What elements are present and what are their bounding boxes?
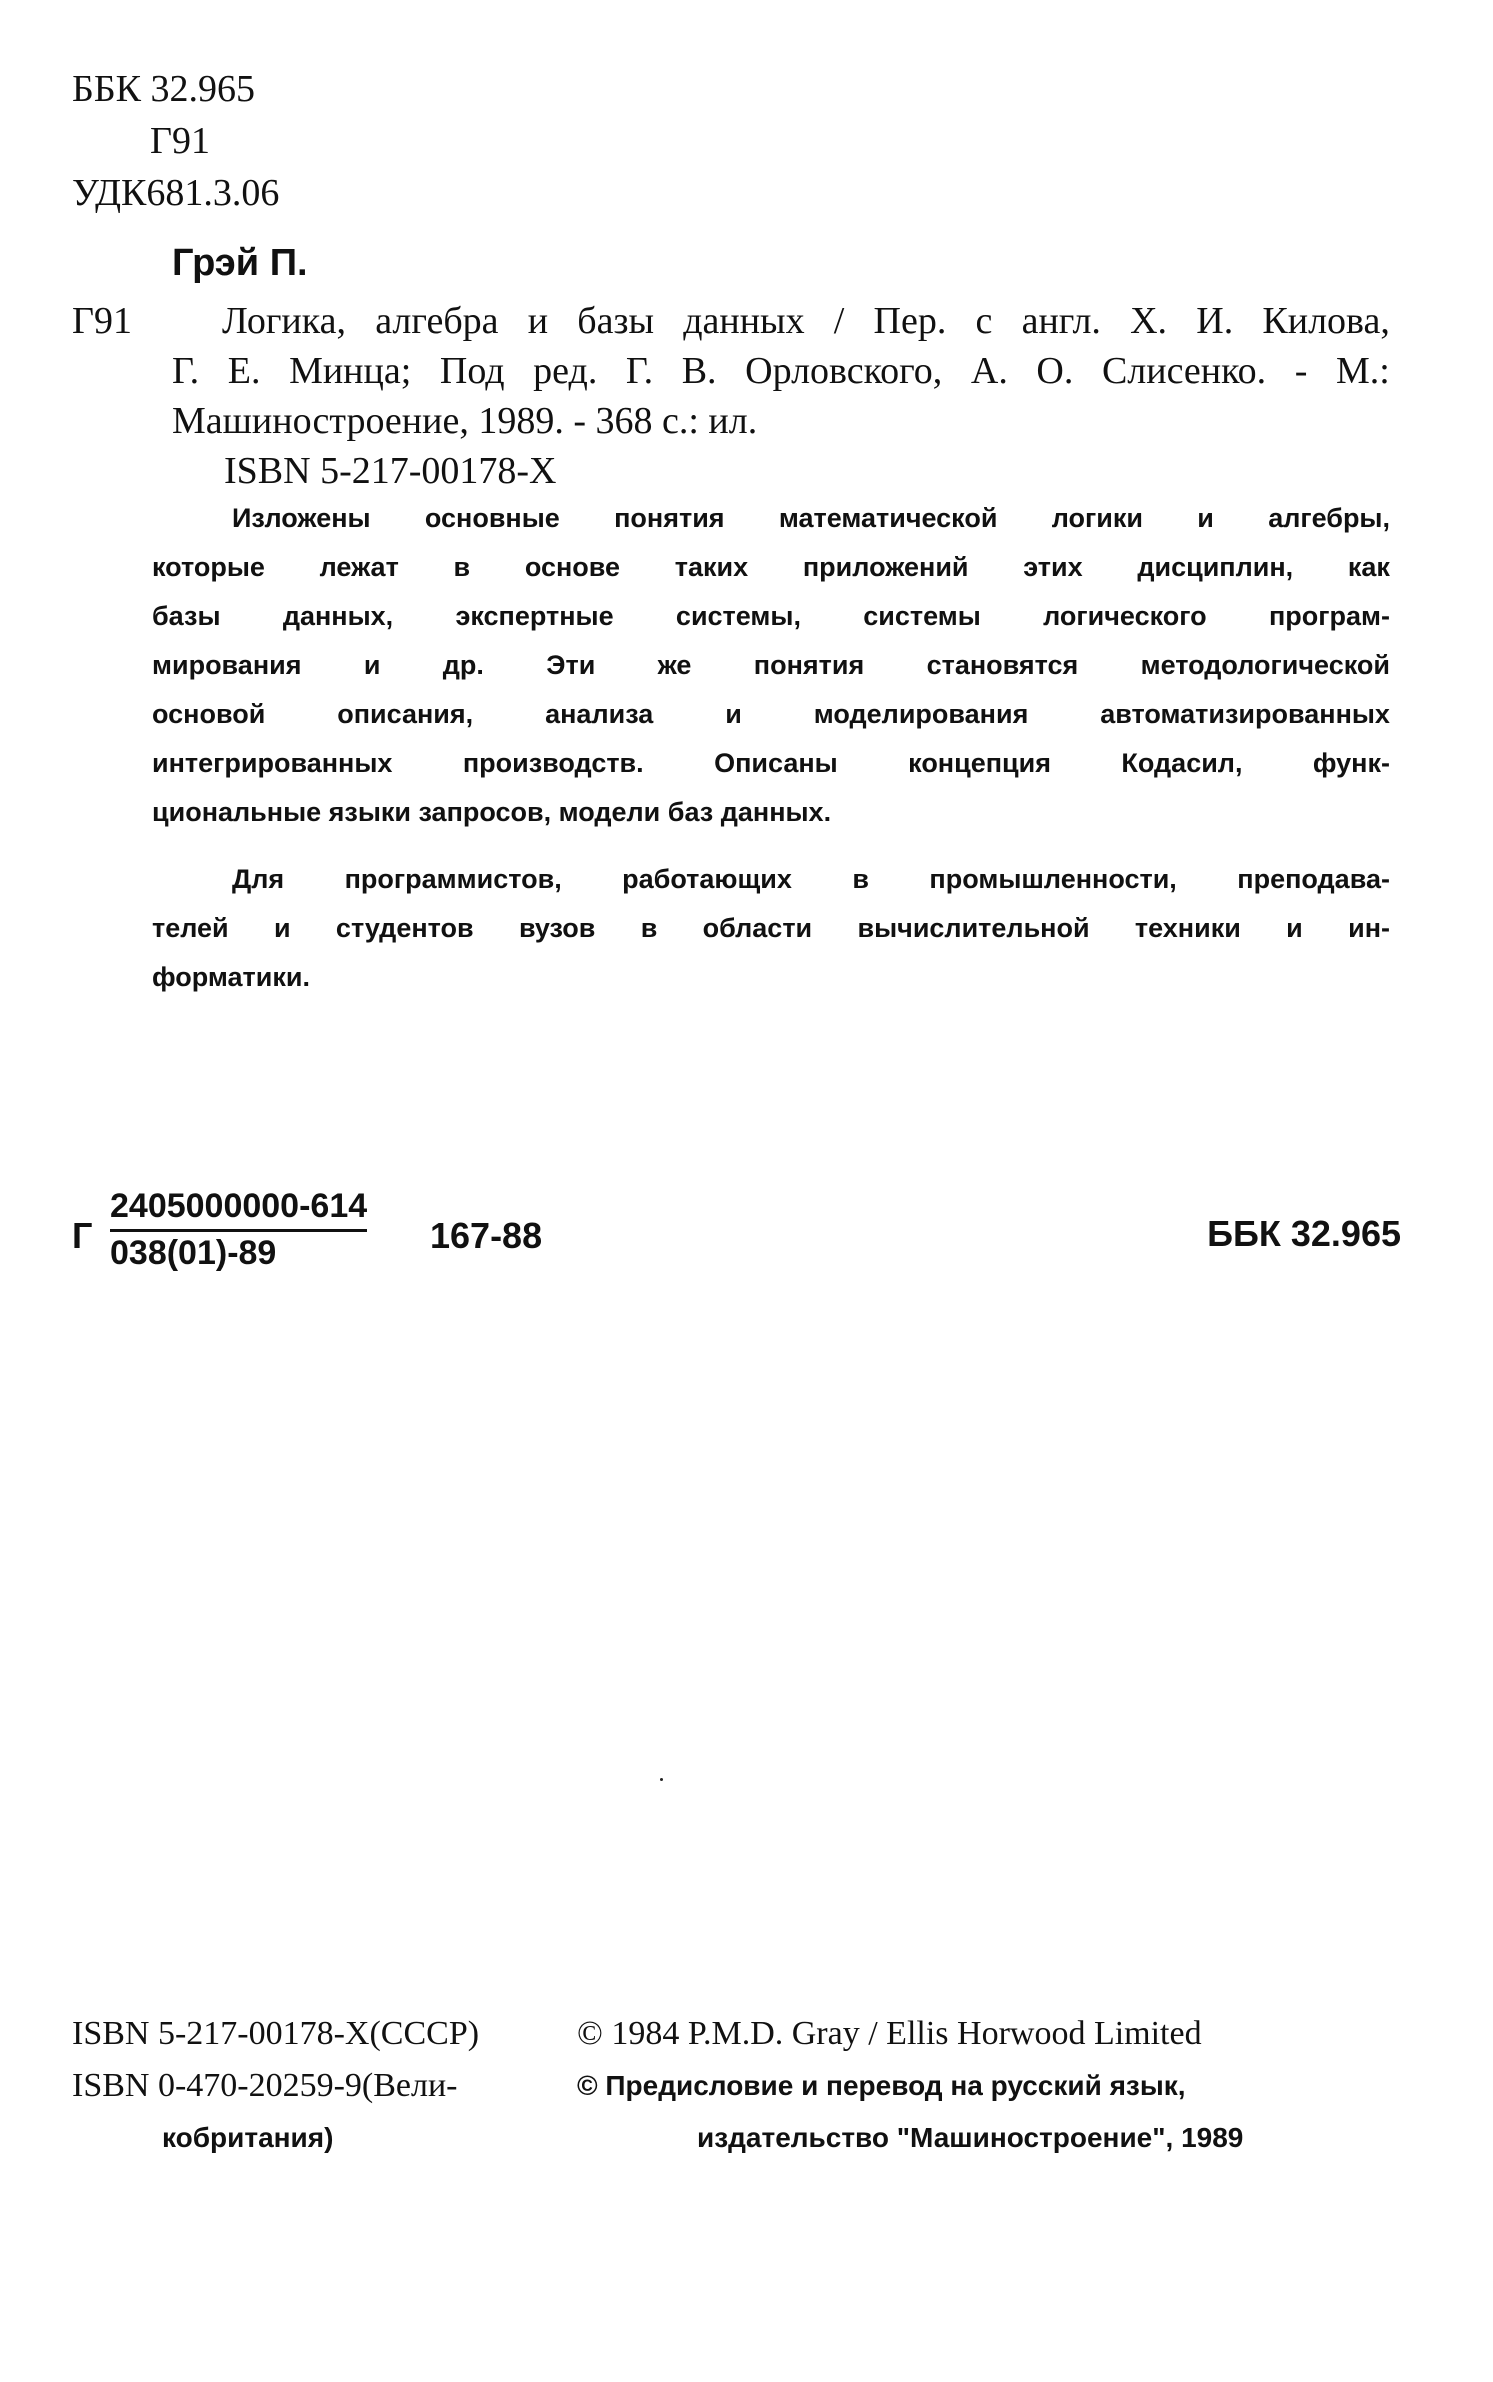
copyright-publisher: издательство "Машиностроение", 1989 bbox=[697, 2122, 1244, 2153]
annotation-line bbox=[152, 543, 1390, 592]
word: О. bbox=[1036, 350, 1074, 392]
word: и bbox=[273, 913, 291, 943]
word: интегрированных bbox=[152, 748, 393, 778]
isbn-ussr: ISBN 5-217-00178-X(СССР) bbox=[72, 2015, 480, 2052]
copyright-row bbox=[72, 2112, 1402, 2164]
word: А. bbox=[970, 350, 1008, 392]
word: производств. bbox=[462, 748, 644, 778]
copyright-original: © 1984 P.M.D. Gray / Ellis Horwood Limited bbox=[577, 2015, 1202, 2052]
bibliographic-description bbox=[172, 296, 1390, 496]
classification-number: 167-88 bbox=[430, 1215, 543, 1256]
annotation bbox=[152, 494, 1390, 1002]
word: программистов, bbox=[344, 864, 562, 894]
word: Г. bbox=[172, 350, 200, 392]
word: описания, bbox=[337, 699, 474, 729]
fraction-denominator: 038(01)-89 bbox=[110, 1234, 277, 1272]
isbn-uk-continued: кобритания) bbox=[162, 2122, 334, 2153]
word: в bbox=[640, 913, 658, 943]
word: ред. bbox=[533, 350, 598, 392]
annotation-line bbox=[152, 592, 1390, 641]
author-index-top: Г91 bbox=[150, 120, 210, 162]
word: програм- bbox=[1268, 601, 1390, 631]
word: анализа bbox=[545, 699, 654, 729]
word: и bbox=[527, 300, 549, 342]
word: Логика, bbox=[222, 300, 347, 342]
bbk-code-bottom: ББК 32.965 bbox=[1207, 1213, 1401, 1254]
word: Х. bbox=[1130, 300, 1168, 342]
word: промышленности, bbox=[929, 864, 1177, 894]
word: Пер. bbox=[873, 300, 947, 342]
word: основой bbox=[152, 699, 266, 729]
word: приложений bbox=[802, 552, 969, 582]
word: телей bbox=[152, 913, 229, 943]
bbk-code-top: ББК 32.965 bbox=[72, 68, 255, 110]
word: Описаны bbox=[714, 748, 838, 778]
isbn-uk: ISBN 0-470-20259-9(Вели- bbox=[72, 2067, 458, 2104]
annotation-line bbox=[152, 641, 1390, 690]
word: др. bbox=[442, 650, 484, 680]
word: понятия bbox=[614, 503, 725, 533]
word: математической bbox=[778, 503, 998, 533]
word: Килова, bbox=[1262, 300, 1390, 342]
annotation-line bbox=[152, 494, 1390, 543]
word: таких bbox=[674, 552, 749, 582]
word: преподава- bbox=[1237, 864, 1390, 894]
word: вычислительной bbox=[857, 913, 1090, 943]
word: логики bbox=[1051, 503, 1143, 533]
word: Г. bbox=[625, 350, 654, 392]
word: студентов bbox=[335, 913, 474, 943]
biblio-line-2 bbox=[172, 346, 1390, 396]
word: и bbox=[1286, 913, 1303, 943]
word: лежат bbox=[319, 552, 399, 582]
annotation-paragraph-2 bbox=[152, 855, 1390, 1002]
annotation-line bbox=[152, 855, 1390, 904]
word: вузов bbox=[518, 913, 596, 943]
word: техники bbox=[1134, 913, 1241, 943]
word: концепция bbox=[908, 748, 1051, 778]
copyright-block bbox=[72, 2008, 1402, 2164]
word: с bbox=[975, 300, 993, 342]
annotation-line bbox=[152, 690, 1390, 739]
word: данных, bbox=[282, 601, 394, 631]
biblio-line-1 bbox=[172, 296, 1390, 346]
fraction-numerator: 2405000000-614 bbox=[110, 1185, 367, 1232]
annotation-line bbox=[152, 904, 1390, 953]
word: В. bbox=[681, 350, 717, 392]
word: дисциплин, bbox=[1137, 552, 1294, 582]
word: Орловского, bbox=[745, 350, 943, 392]
author-name: Грэй П. bbox=[172, 242, 308, 284]
stray-dot bbox=[660, 1778, 663, 1781]
word: в bbox=[852, 864, 869, 894]
annotation-line bbox=[152, 739, 1390, 788]
word: же bbox=[657, 650, 692, 680]
author-index-left: Г91 bbox=[72, 300, 132, 342]
word: системы, bbox=[675, 601, 801, 631]
word: алгебры, bbox=[1268, 503, 1390, 533]
word: базы bbox=[577, 300, 654, 342]
word: Для bbox=[232, 864, 285, 894]
classification-fraction bbox=[110, 1185, 367, 1274]
word: области bbox=[702, 913, 813, 943]
word: функ- bbox=[1312, 748, 1390, 778]
word: работающих bbox=[622, 864, 792, 894]
word: Под bbox=[439, 350, 505, 392]
word: системы bbox=[863, 601, 981, 631]
word: моделирования bbox=[813, 699, 1029, 729]
word: логического bbox=[1043, 601, 1207, 631]
word: основе bbox=[524, 552, 621, 582]
word: которые bbox=[152, 552, 265, 582]
word: Эти bbox=[546, 650, 596, 680]
word: становятся bbox=[926, 650, 1079, 680]
annotation-paragraph-1 bbox=[152, 494, 1390, 837]
word: алгебра bbox=[375, 300, 499, 342]
biblio-line-3: Машиностроение, 1989. - 368 с.: ил. bbox=[172, 400, 758, 442]
classification-letter: Г bbox=[72, 1215, 93, 1256]
udk-code: УДК681.3.06 bbox=[72, 172, 280, 214]
word: и bbox=[725, 699, 742, 729]
copyright-translation: © Предисловие и перевод на русский язык, bbox=[577, 2070, 1186, 2101]
copyright-row bbox=[72, 2008, 1402, 2060]
word: И. bbox=[1196, 300, 1234, 342]
word: мирования bbox=[152, 650, 302, 680]
word: ин- bbox=[1348, 913, 1390, 943]
annotation-line: форматики. bbox=[152, 962, 310, 992]
word: - bbox=[1294, 350, 1308, 392]
word: и bbox=[363, 650, 381, 680]
word: М.: bbox=[1335, 350, 1390, 392]
word: Слисенко. bbox=[1101, 350, 1267, 392]
copyright-row bbox=[72, 2060, 1402, 2112]
word: автоматизированных bbox=[1100, 699, 1390, 729]
word: понятия bbox=[753, 650, 865, 680]
word: Изложены bbox=[232, 503, 371, 533]
word: Кодасил, bbox=[1121, 748, 1243, 778]
word: в bbox=[453, 552, 471, 582]
word: этих bbox=[1023, 552, 1083, 582]
word: данных bbox=[683, 300, 805, 342]
word: основные bbox=[424, 503, 560, 533]
word: англ. bbox=[1021, 300, 1101, 342]
word: Е. bbox=[227, 350, 261, 392]
word: / bbox=[833, 300, 845, 342]
word: методологической bbox=[1140, 650, 1390, 680]
annotation-line: циональные языки запросов, модели баз данных. bbox=[152, 797, 832, 827]
word: Минца; bbox=[289, 350, 412, 392]
isbn-line: ISBN 5-217-00178-X bbox=[224, 450, 557, 492]
word: как bbox=[1347, 552, 1390, 582]
word: и bbox=[1197, 503, 1214, 533]
word: базы bbox=[152, 601, 221, 631]
word: экспертные bbox=[455, 601, 614, 631]
